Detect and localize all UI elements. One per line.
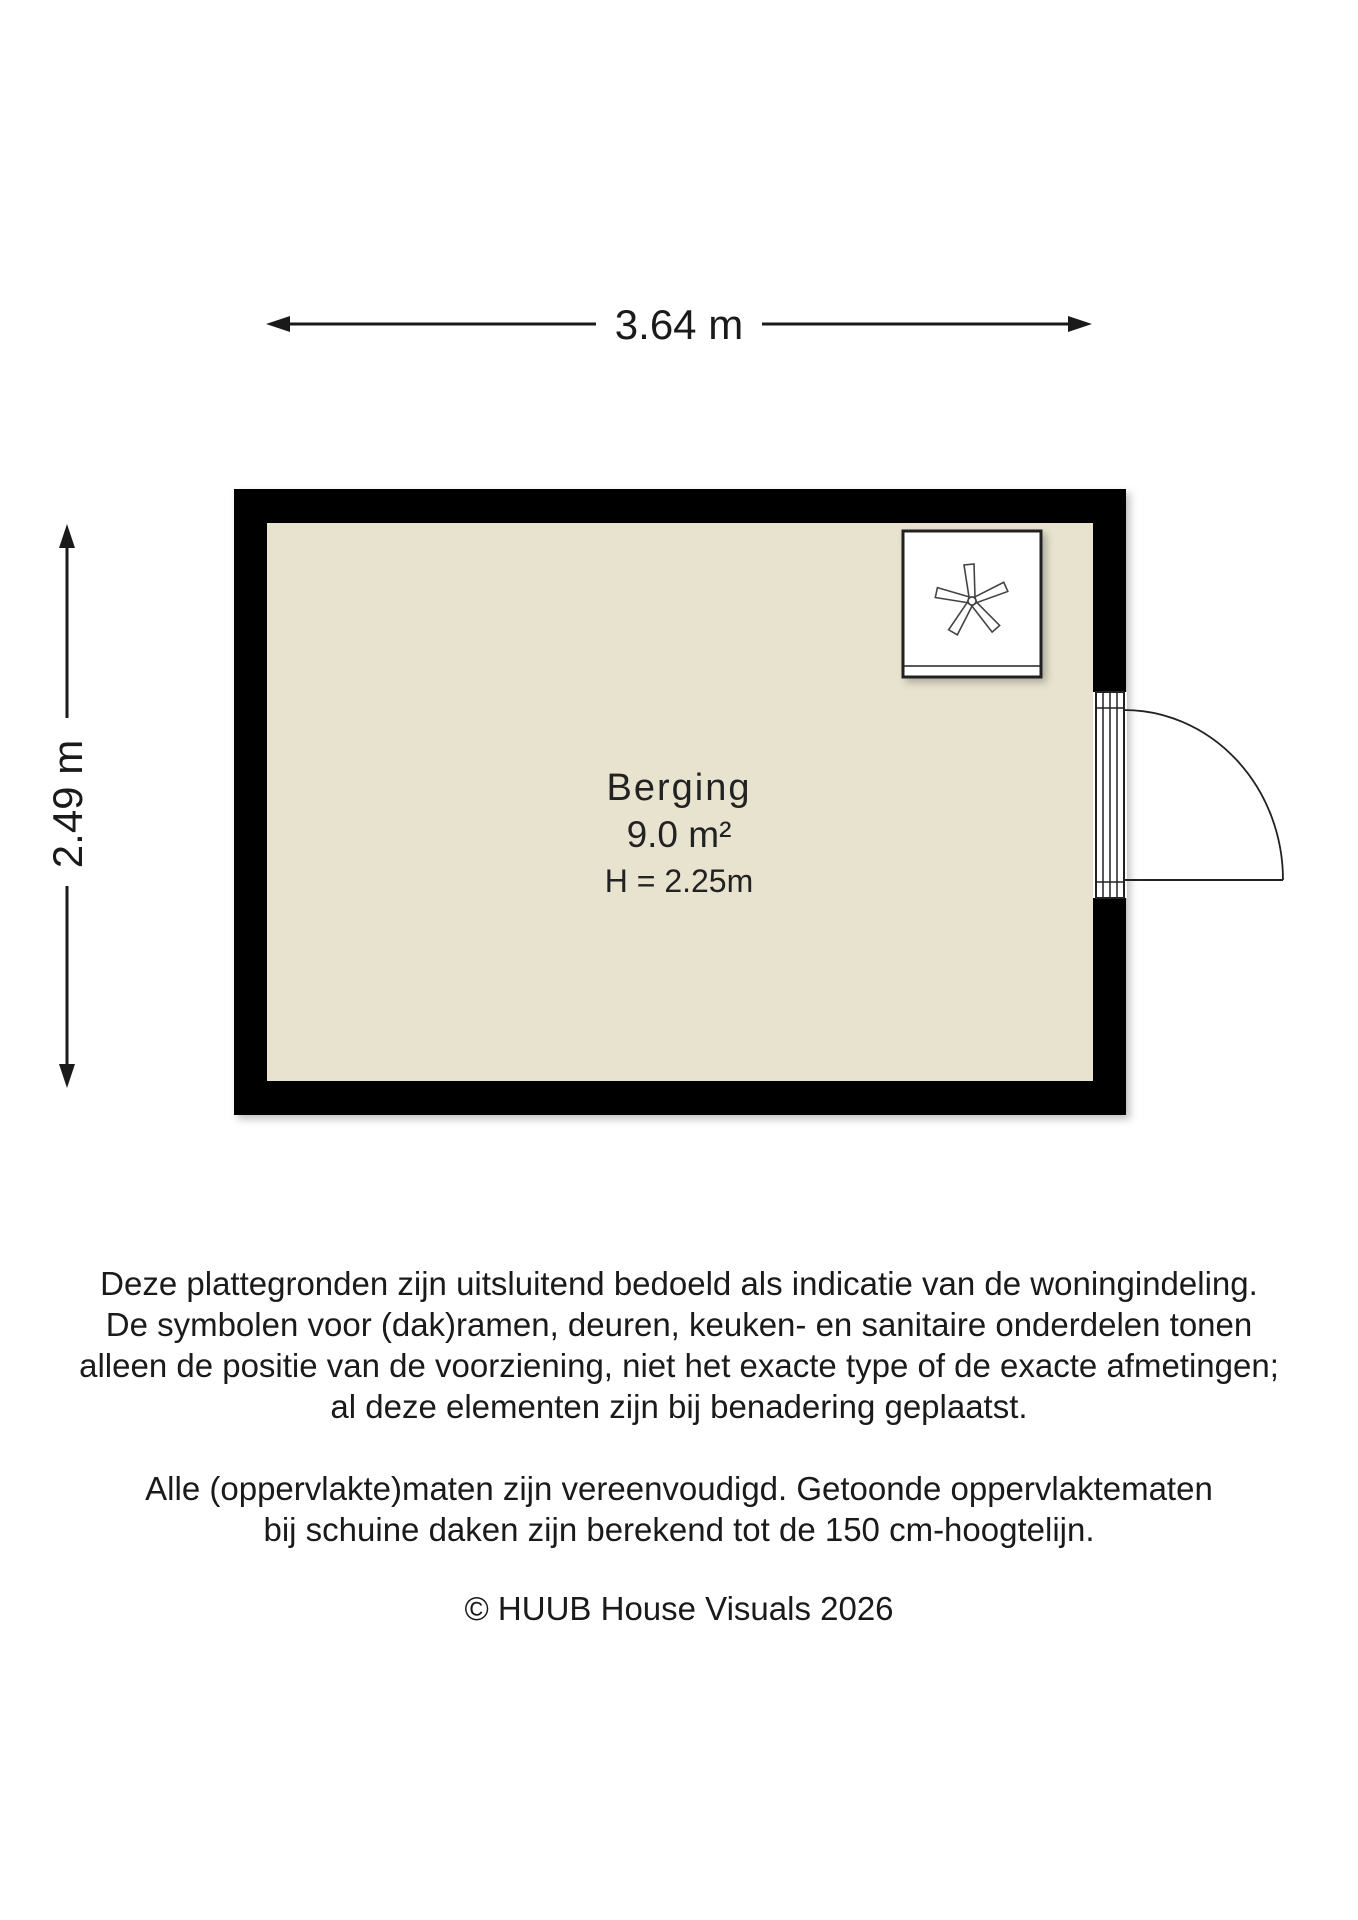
room-height: H = 2.25m (604, 863, 754, 899)
room (234, 489, 1283, 1115)
width-dimension (266, 301, 1092, 348)
disclaimer-line: Alle (oppervlakte)maten zijn vereenvoudigd. Getoonde oppervlaktematen (145, 1470, 1213, 1507)
disclaimer-paragraph-1 (0, 1263, 1358, 1427)
room-area: 9.0 m² (626, 814, 732, 855)
arrow-left-icon (266, 316, 290, 332)
disclaimer-line: Deze plattegronden zijn uitsluitend bedoeld als indicatie van de woningindeling. (100, 1265, 1258, 1302)
door-frame (1096, 692, 1124, 898)
depth-label: 2.49 m (44, 739, 91, 869)
room-name: Berging (606, 767, 752, 809)
disclaimer-paragraph-2 (0, 1468, 1358, 1550)
disclaimer-line: De symbolen voor (dak)ramen, deuren, keuken- en sanitaire onderdelen tonen (105, 1306, 1253, 1343)
ventilation-unit (903, 531, 1041, 677)
disclaimer-line: alleen de positie van de voorziening, niet het exacte type of de exacte afmetingen; (79, 1347, 1279, 1384)
disclaimer-line: al deze elementen zijn bij benadering geplaatst. (330, 1388, 1028, 1425)
arrow-right-icon (1068, 316, 1092, 332)
disclaimer-line: bij schuine daken zijn berekend tot de 150 cm-hoogtelijn. (263, 1511, 1095, 1548)
width-label: 3.64 m (614, 301, 744, 348)
copyright-notice (0, 1588, 1358, 1629)
arrow-down-icon (59, 1064, 75, 1088)
depth-dimension (44, 524, 91, 1088)
arrow-up-icon (59, 524, 75, 548)
door-swing-icon (1124, 710, 1283, 880)
copyright-text: © HUUB House Visuals 2026 (464, 1590, 894, 1627)
